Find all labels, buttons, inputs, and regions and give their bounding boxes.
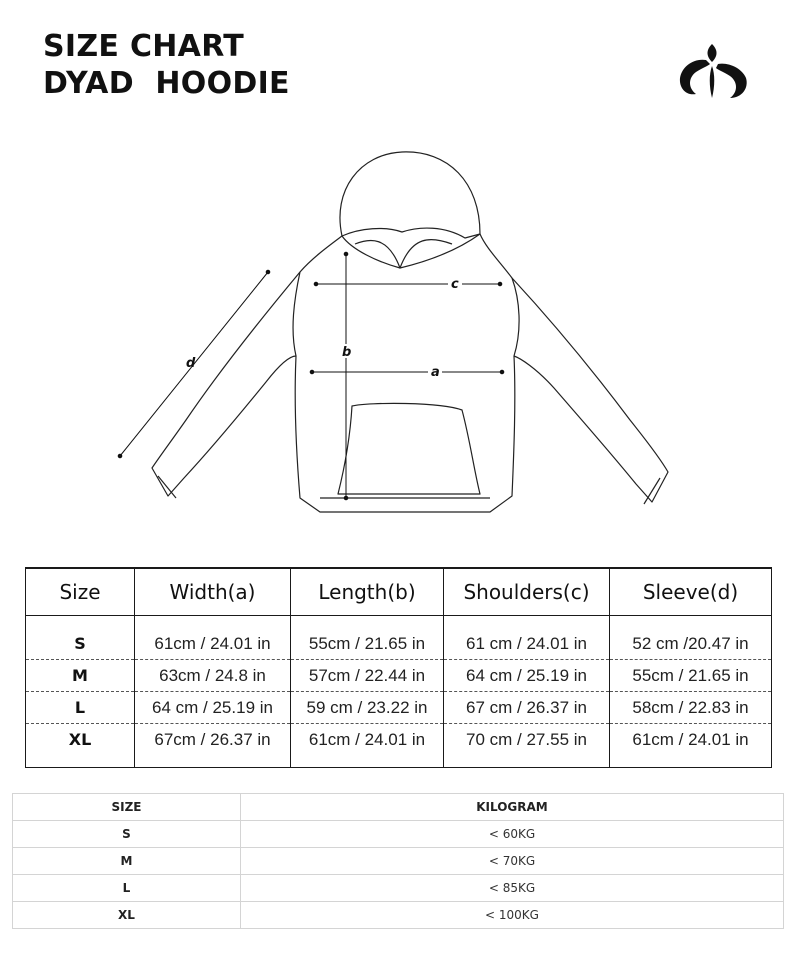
table-row xyxy=(26,616,772,660)
label-b: b xyxy=(342,345,352,360)
brand-logo-icon xyxy=(676,42,750,100)
length-cell: 57cm / 22.44 in xyxy=(291,660,444,692)
weight-size-cell: M xyxy=(13,848,241,875)
sleeve-cell: 58cm / 22.83 in xyxy=(610,692,772,724)
sleeve-cell: 55cm / 21.65 in xyxy=(610,660,772,692)
weight-size-cell: L xyxy=(13,875,241,902)
header-length: Length(b) xyxy=(291,568,444,616)
header-width: Width(a) xyxy=(135,568,291,616)
shoulders-cell: 67 cm / 26.37 in xyxy=(444,692,610,724)
hoodie-diagram xyxy=(100,140,700,530)
weight-size-cell: XL xyxy=(13,902,241,929)
weight-table-header-row xyxy=(13,794,784,821)
weight-kg-cell: < 100KG xyxy=(241,902,784,929)
width-cell: 61cm / 24.01 in xyxy=(135,616,291,660)
title-line-1: SIZE CHART xyxy=(43,29,245,64)
shoulders-cell: 61 cm / 24.01 in xyxy=(444,616,610,660)
body-outline xyxy=(293,234,519,512)
shoulders-cell: 70 cm / 27.55 in xyxy=(444,724,610,768)
table-row xyxy=(26,724,772,768)
size-cell: XL xyxy=(26,724,135,768)
table-row xyxy=(13,902,784,929)
length-cell: 55cm / 21.65 in xyxy=(291,616,444,660)
size-cell: L xyxy=(26,692,135,724)
table-row xyxy=(13,875,784,902)
size-measurement-table xyxy=(25,567,772,768)
weight-header-size: SIZE xyxy=(13,794,241,821)
sleeve-cell: 52 cm /20.47 in xyxy=(610,616,772,660)
size-table-header-row xyxy=(26,568,772,616)
width-cell: 64 cm / 25.19 in xyxy=(135,692,291,724)
label-d: d xyxy=(186,356,196,371)
length-cell: 61cm / 24.01 in xyxy=(291,724,444,768)
hood-outline xyxy=(340,152,480,238)
header-size: Size xyxy=(26,568,135,616)
shoulders-cell: 64 cm / 25.19 in xyxy=(444,660,610,692)
weight-table xyxy=(12,793,784,929)
header-sleeve: Sleeve(d) xyxy=(610,568,772,616)
left-sleeve-outline xyxy=(152,272,300,496)
table-row xyxy=(13,848,784,875)
weight-kg-cell: < 85KG xyxy=(241,875,784,902)
size-cell: M xyxy=(26,660,135,692)
right-sleeve-outline xyxy=(512,278,668,502)
width-cell: 63cm / 24.8 in xyxy=(135,660,291,692)
weight-header-kilogram: KILOGRAM xyxy=(241,794,784,821)
page-title xyxy=(43,28,290,102)
table-row xyxy=(26,692,772,724)
length-cell: 59 cm / 23.22 in xyxy=(291,692,444,724)
pocket-outline xyxy=(338,403,480,494)
header-shoulders: Shoulders(c) xyxy=(444,568,610,616)
size-cell: S xyxy=(26,616,135,660)
weight-kg-cell: < 70KG xyxy=(241,848,784,875)
table-row xyxy=(13,821,784,848)
label-c: c xyxy=(451,277,459,292)
sleeve-cell: 61cm / 24.01 in xyxy=(610,724,772,768)
weight-kg-cell: < 60KG xyxy=(241,821,784,848)
title-line-2: DYAD HOODIE xyxy=(43,66,290,101)
width-cell: 67cm / 26.37 in xyxy=(135,724,291,768)
table-row xyxy=(26,660,772,692)
label-a: a xyxy=(431,365,440,380)
weight-size-cell: S xyxy=(13,821,241,848)
